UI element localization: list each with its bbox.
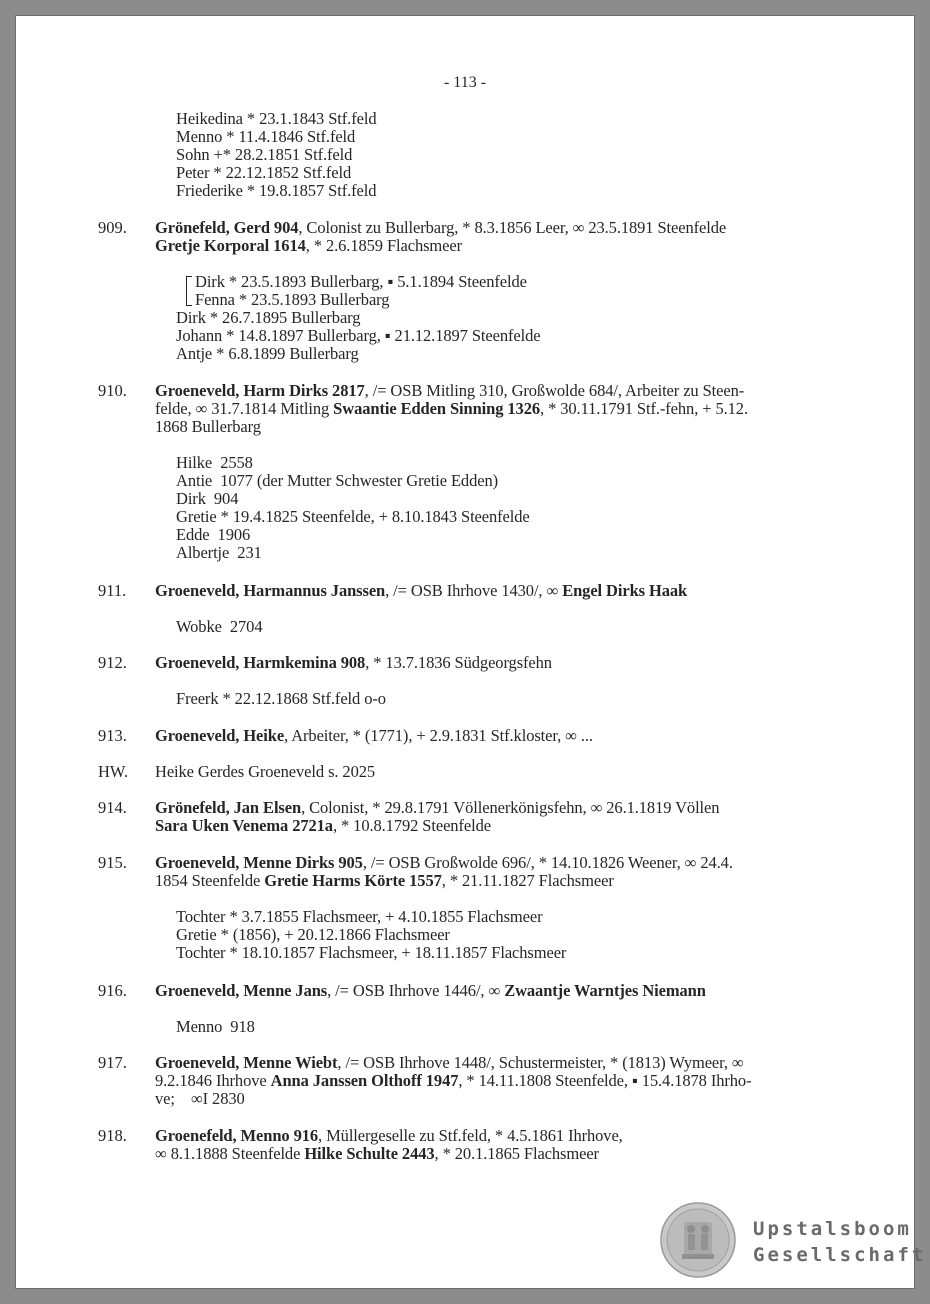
entry-line: Groenefeld, Menno 916, Müllergeselle zu Stf.feld, * 4.5.1861 Ihrhove, [155,1126,623,1145]
entry-line: 1854 Steenfelde Gretie Harms Körte 1557, * 21.11.1827 Flachsmeer [155,871,614,890]
entry-line: Heike Gerdes Groeneveld s. 2025 [155,762,376,781]
entry-number: 910. [98,381,127,400]
child-line: Fenna * 23.5.1893 Bullerbarg [195,290,390,309]
person-name: Groeneveld, Menne Dirks 905 [155,853,363,872]
entry-number: 911. [98,581,127,600]
child-line: Albertje 231 [176,543,262,562]
child-line: Friederike * 19.8.1857 Stf.feld [176,181,377,200]
person-name: Groeneveld, Menne Wiebt [155,1053,338,1072]
entry-number: HW. [98,762,129,781]
entry-number: 916. [98,981,127,1000]
entry-line: Groeneveld, Menne Wiebt, /= OSB Ihrhove 1448/, Schustermeister, * (1813) Wymeer, ∞ [155,1053,744,1072]
child-line: Dirk 904 [176,489,239,508]
page-number: - 113 - [443,74,487,91]
person-name: Groeneveld, Harm Dirks 2817 [155,381,365,400]
spouse-name: Hilke Schulte 2443 [304,1144,435,1163]
child-line: Edde 1906 [176,525,251,544]
logo-line-2: Gesellschaft [753,1244,927,1266]
entry-line: Gretje Korporal 1614, * 2.6.1859 Flachsmeer [155,236,463,255]
spouse-name: Sara Uken Venema 2721a [155,816,333,835]
child-line: Antje * 6.8.1899 Bullerbarg [176,344,359,363]
twin-bracket [186,276,192,306]
child-line: Dirk * 26.7.1895 Bullerbarg [176,308,361,327]
entry-line: Groeneveld, Harmannus Janssen, /= OSB Ihrhove 1430/, ∞ Engel Dirks Haak [155,581,688,600]
child-line: Menno 918 [176,1017,255,1036]
entry-number: 918. [98,1126,127,1145]
entry-number: 912. [98,653,127,672]
entry-line: Groeneveld, Menne Dirks 905, /= OSB Großwolde 696/, * 14.10.1826 Weener, ∞ 24.4. [155,853,733,872]
child-line: Wobke 2704 [176,617,263,636]
entry-line: felde, ∞ 31.7.1814 Mitling Swaantie Edden Sinning 1326, * 30.11.1791 Stf.-fehn, + 5.12. [155,399,748,418]
seal-icon [660,1202,736,1278]
document-page [16,16,927,1288]
person-name: Groeneveld, Heike [155,726,285,745]
child-line: Tochter * 3.7.1855 Flachsmeer, + 4.10.1855 Flachsmeer [176,907,543,926]
entry-line: Groeneveld, Harm Dirks 2817, /= OSB Mitling 310, Großwolde 684/, Arbeiter zu Steen- [155,381,745,400]
society-logo-text [753,1216,926,1268]
entry-line: Groeneveld, Harmkemina 908, * 13.7.1836 Südgeorgsfehn [155,653,552,672]
person-name: Groeneveld, Harmannus Janssen [155,581,386,600]
child-line: Heikedina * 23.1.1843 Stf.feld [176,109,377,128]
person-name: Groeneveld, Menne Jans [155,981,328,1000]
entry-line: Grönefeld, Jan Elsen, Colonist, * 29.8.1791 Völlenerkönigsfehn, ∞ 26.1.1819 Völlen [155,798,720,817]
spouse-name: Gretie Harms Körte 1557 [264,871,442,890]
child-line: Peter * 22.12.1852 Stf.feld [176,163,352,182]
entry-number: 915. [98,853,127,872]
child-line: Antie 1077 (der Mutter Schwester Gretie Edden) [176,471,498,490]
entry-line: 9.2.1846 Ihrhove Anna Janssen Olthoff 1947, * 14.11.1808 Steenfelde, ▪ 15.4.1878 Ihrho- [155,1071,752,1090]
entry-line: ve; ∞I 2830 [155,1089,245,1108]
spouse-name: Zwaantje Warntjes Niemann [504,981,706,1000]
child-line: Tochter * 18.10.1857 Flachsmeer, + 18.11.1857 Flachsmeer [176,943,567,962]
child-line: Freerk * 22.12.1868 Stf.feld o-o [176,689,386,708]
entry-number: 909. [98,218,127,237]
entry-number: 913. [98,726,127,745]
person-name: Groenefeld, Menno 916 [155,1126,319,1145]
child-line: Sohn +* 28.2.1851 Stf.feld [176,145,353,164]
entry-line: Grönefeld, Gerd 904, Colonist zu Bullerbarg, * 8.3.1856 Leer, ∞ 23.5.1891 Steenfelde [155,218,727,237]
child-line: Menno * 11.4.1846 Stf.feld [176,127,356,146]
spouse-name: Anna Janssen Olthoff 1947 [270,1071,459,1090]
entry-number: 914. [98,798,127,817]
entry-line: 1868 Bullerbarg [155,417,261,436]
entry-line: Sara Uken Venema 2721a, * 10.8.1792 Steenfelde [155,816,491,835]
spouse-name: Swaantie Edden Sinning 1326 [333,399,541,418]
person-name: Groeneveld, Harmkemina 908 [155,653,366,672]
child-line: Hilke 2558 [176,453,253,472]
child-line: Johann * 14.8.1897 Bullerbarg, ▪ 21.12.1897 Steenfelde [176,326,541,345]
person-name: Grönefeld, Jan Elsen [155,798,302,817]
child-line: Gretie * (1856), + 20.12.1866 Flachsmeer [176,925,450,944]
logo-line-1: Upstalsboom [753,1218,912,1240]
entry-line: ∞ 8.1.1888 Steenfelde Hilke Schulte 2443, * 20.1.1865 Flachsmeer [155,1144,599,1163]
entry-line: Groeneveld, Heike, Arbeiter, * (1771), + 2.9.1831 Stf.kloster, ∞ ... [155,726,593,745]
person-name: Grönefeld, Gerd 904 [155,218,299,237]
spouse-name: Engel Dirks Haak [562,581,688,600]
spouse-name: Gretje Korporal 1614 [155,236,306,255]
child-line: Dirk * 23.5.1893 Bullerbarg, ▪ 5.1.1894 Steenfelde [195,272,527,291]
entry-number: 917. [98,1053,127,1072]
entry-line: Groeneveld, Menne Jans, /= OSB Ihrhove 1446/, ∞ Zwaantje Warntjes Niemann [155,981,706,1000]
child-line: Gretie * 19.4.1825 Steenfelde, + 8.10.1843 Steenfelde [176,507,530,526]
